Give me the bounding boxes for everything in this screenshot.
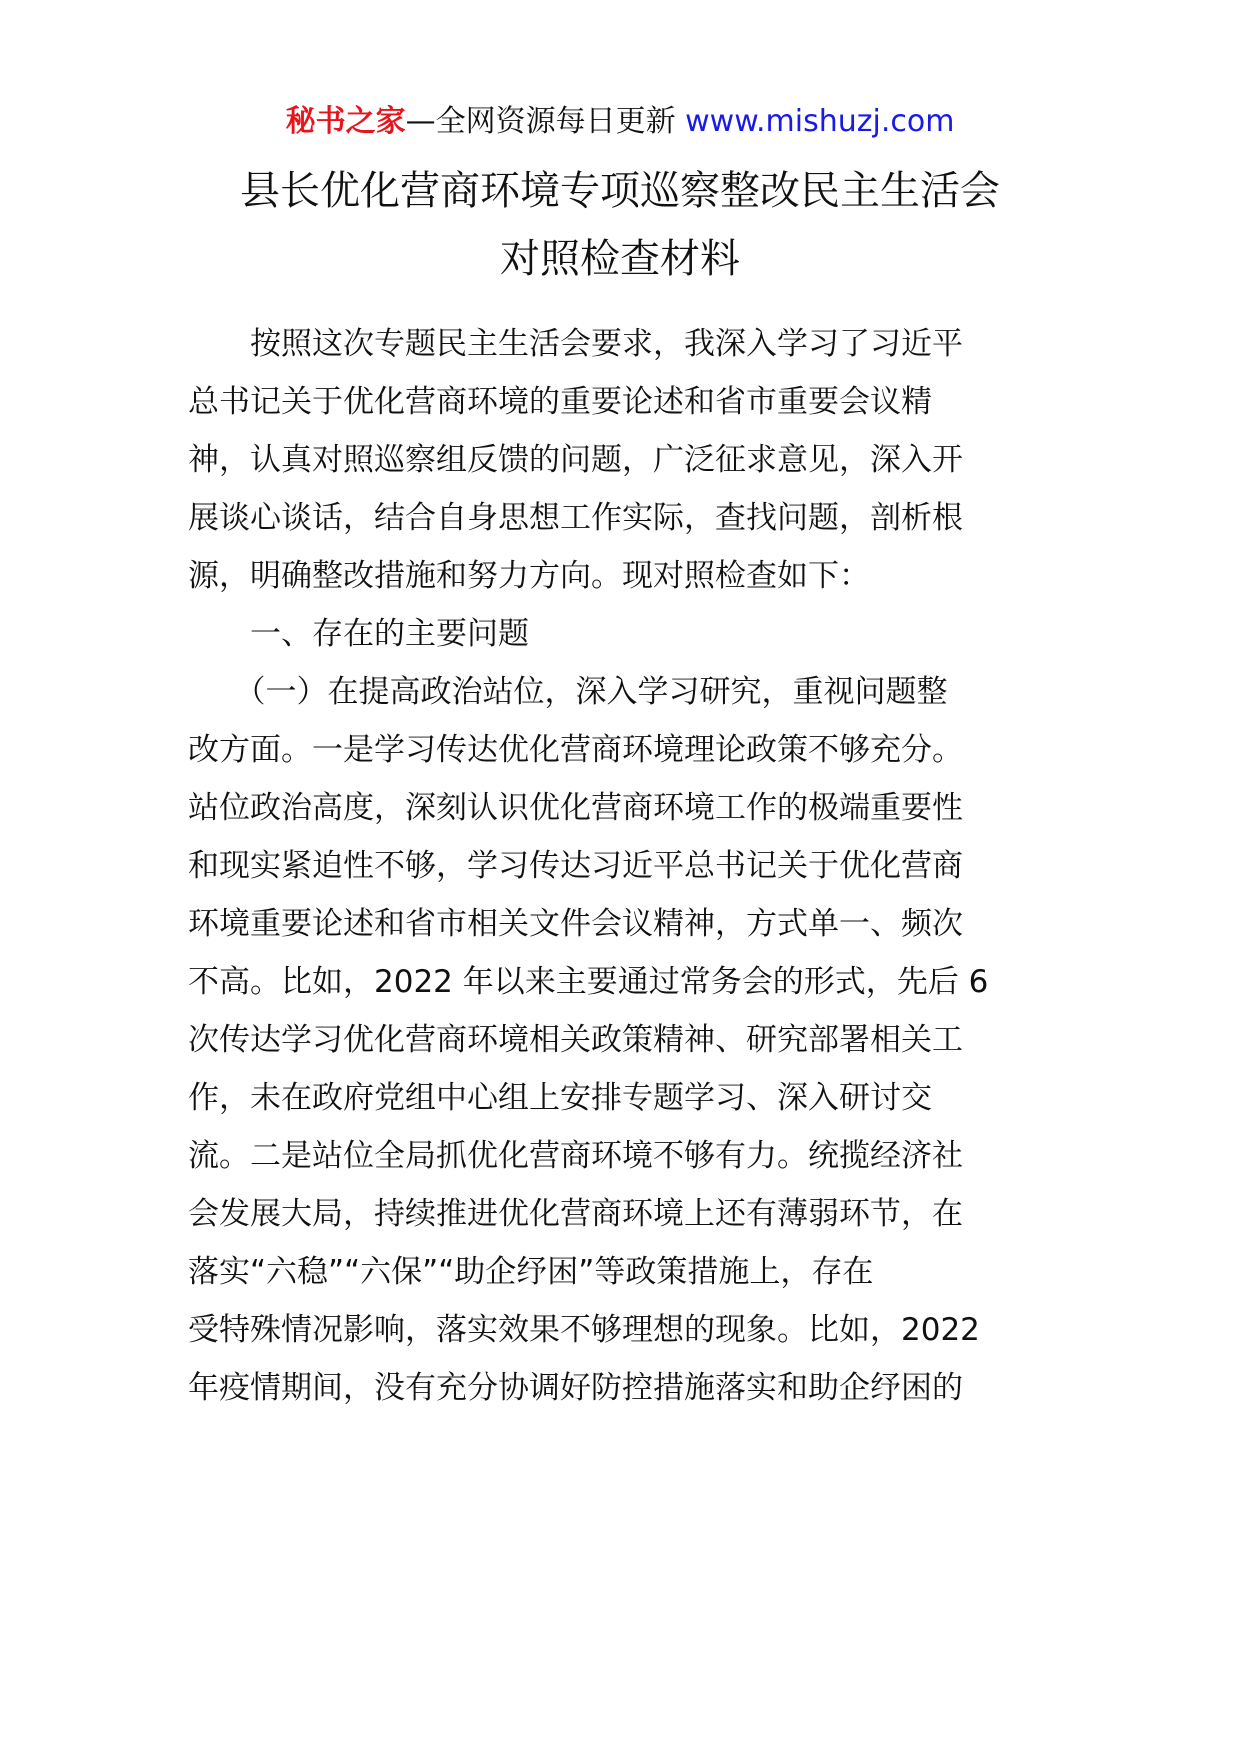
body-line: 按照这次专题民主生活会要求，我深入学习了习近平 xyxy=(188,326,963,362)
body-line: 环境重要论述和省市相关文件会议精神，方式单一、频次 xyxy=(188,906,963,942)
website-link[interactable]: www.mishuzj.com xyxy=(685,104,955,139)
body-line: 落实“六稳”“六保”“助企纾困”等政策措施上，存在 xyxy=(188,1254,874,1290)
body-line: 作，未在政府党组中心组上安排专题学习、深入研讨交 xyxy=(188,1080,932,1116)
body-line: 总书记关于优化营商环境的重要论述和省市重要会议精 xyxy=(188,384,932,420)
body-line: 次传达学习优化营商环境相关政策精神、研究部署相关工 xyxy=(188,1022,963,1058)
body-line: 不高。比如，2022 年以来主要通过常务会的形式，先后 6 xyxy=(188,964,989,1000)
body-line: 和现实紧迫性不够，学习传达习近平总书记关于优化营商 xyxy=(188,848,963,884)
banner-tagline: —全网资源每日更新 xyxy=(405,104,686,139)
body-line: 年疫情期间，没有充分协调好防控措施落实和助企纾困的 xyxy=(188,1370,963,1406)
document-title-line-2: 对照检查材料 xyxy=(500,236,740,282)
site-banner xyxy=(0,100,1240,144)
body-line: 会发展大局，持续推进优化营商环境上还有薄弱环节，在 xyxy=(188,1196,963,1232)
body-line: 改方面。一是学习传达优化营商环境理论政策不够充分。 xyxy=(188,732,963,768)
body-line: 神，认真对照巡察组反馈的问题，广泛征求意见，深入开 xyxy=(188,442,963,478)
document-title-line-1: 县长优化营商环境专项巡察整改民主生活会 xyxy=(240,168,1000,214)
body-line: 源，明确整改措施和努力方向。现对照检查如下： xyxy=(188,558,870,594)
body-line: 站位政治高度，深刻认识优化营商环境工作的极端重要性 xyxy=(188,790,963,826)
section-heading: 一、存在的主要问题 xyxy=(188,616,529,652)
body-line: 展谈心谈话，结合自身思想工作实际，查找问题，剖析根 xyxy=(188,500,963,536)
body-line: （一）在提高政治站位，深入学习研究，重视问题整 xyxy=(188,674,948,710)
body-line: 流。二是站位全局抓优化营商环境不够有力。统揽经济社 xyxy=(188,1138,963,1174)
body-line: 受特殊情况影响，落实效果不够理想的现象。比如，2022 xyxy=(188,1312,980,1348)
brand-name: 秘书之家 xyxy=(285,104,406,139)
